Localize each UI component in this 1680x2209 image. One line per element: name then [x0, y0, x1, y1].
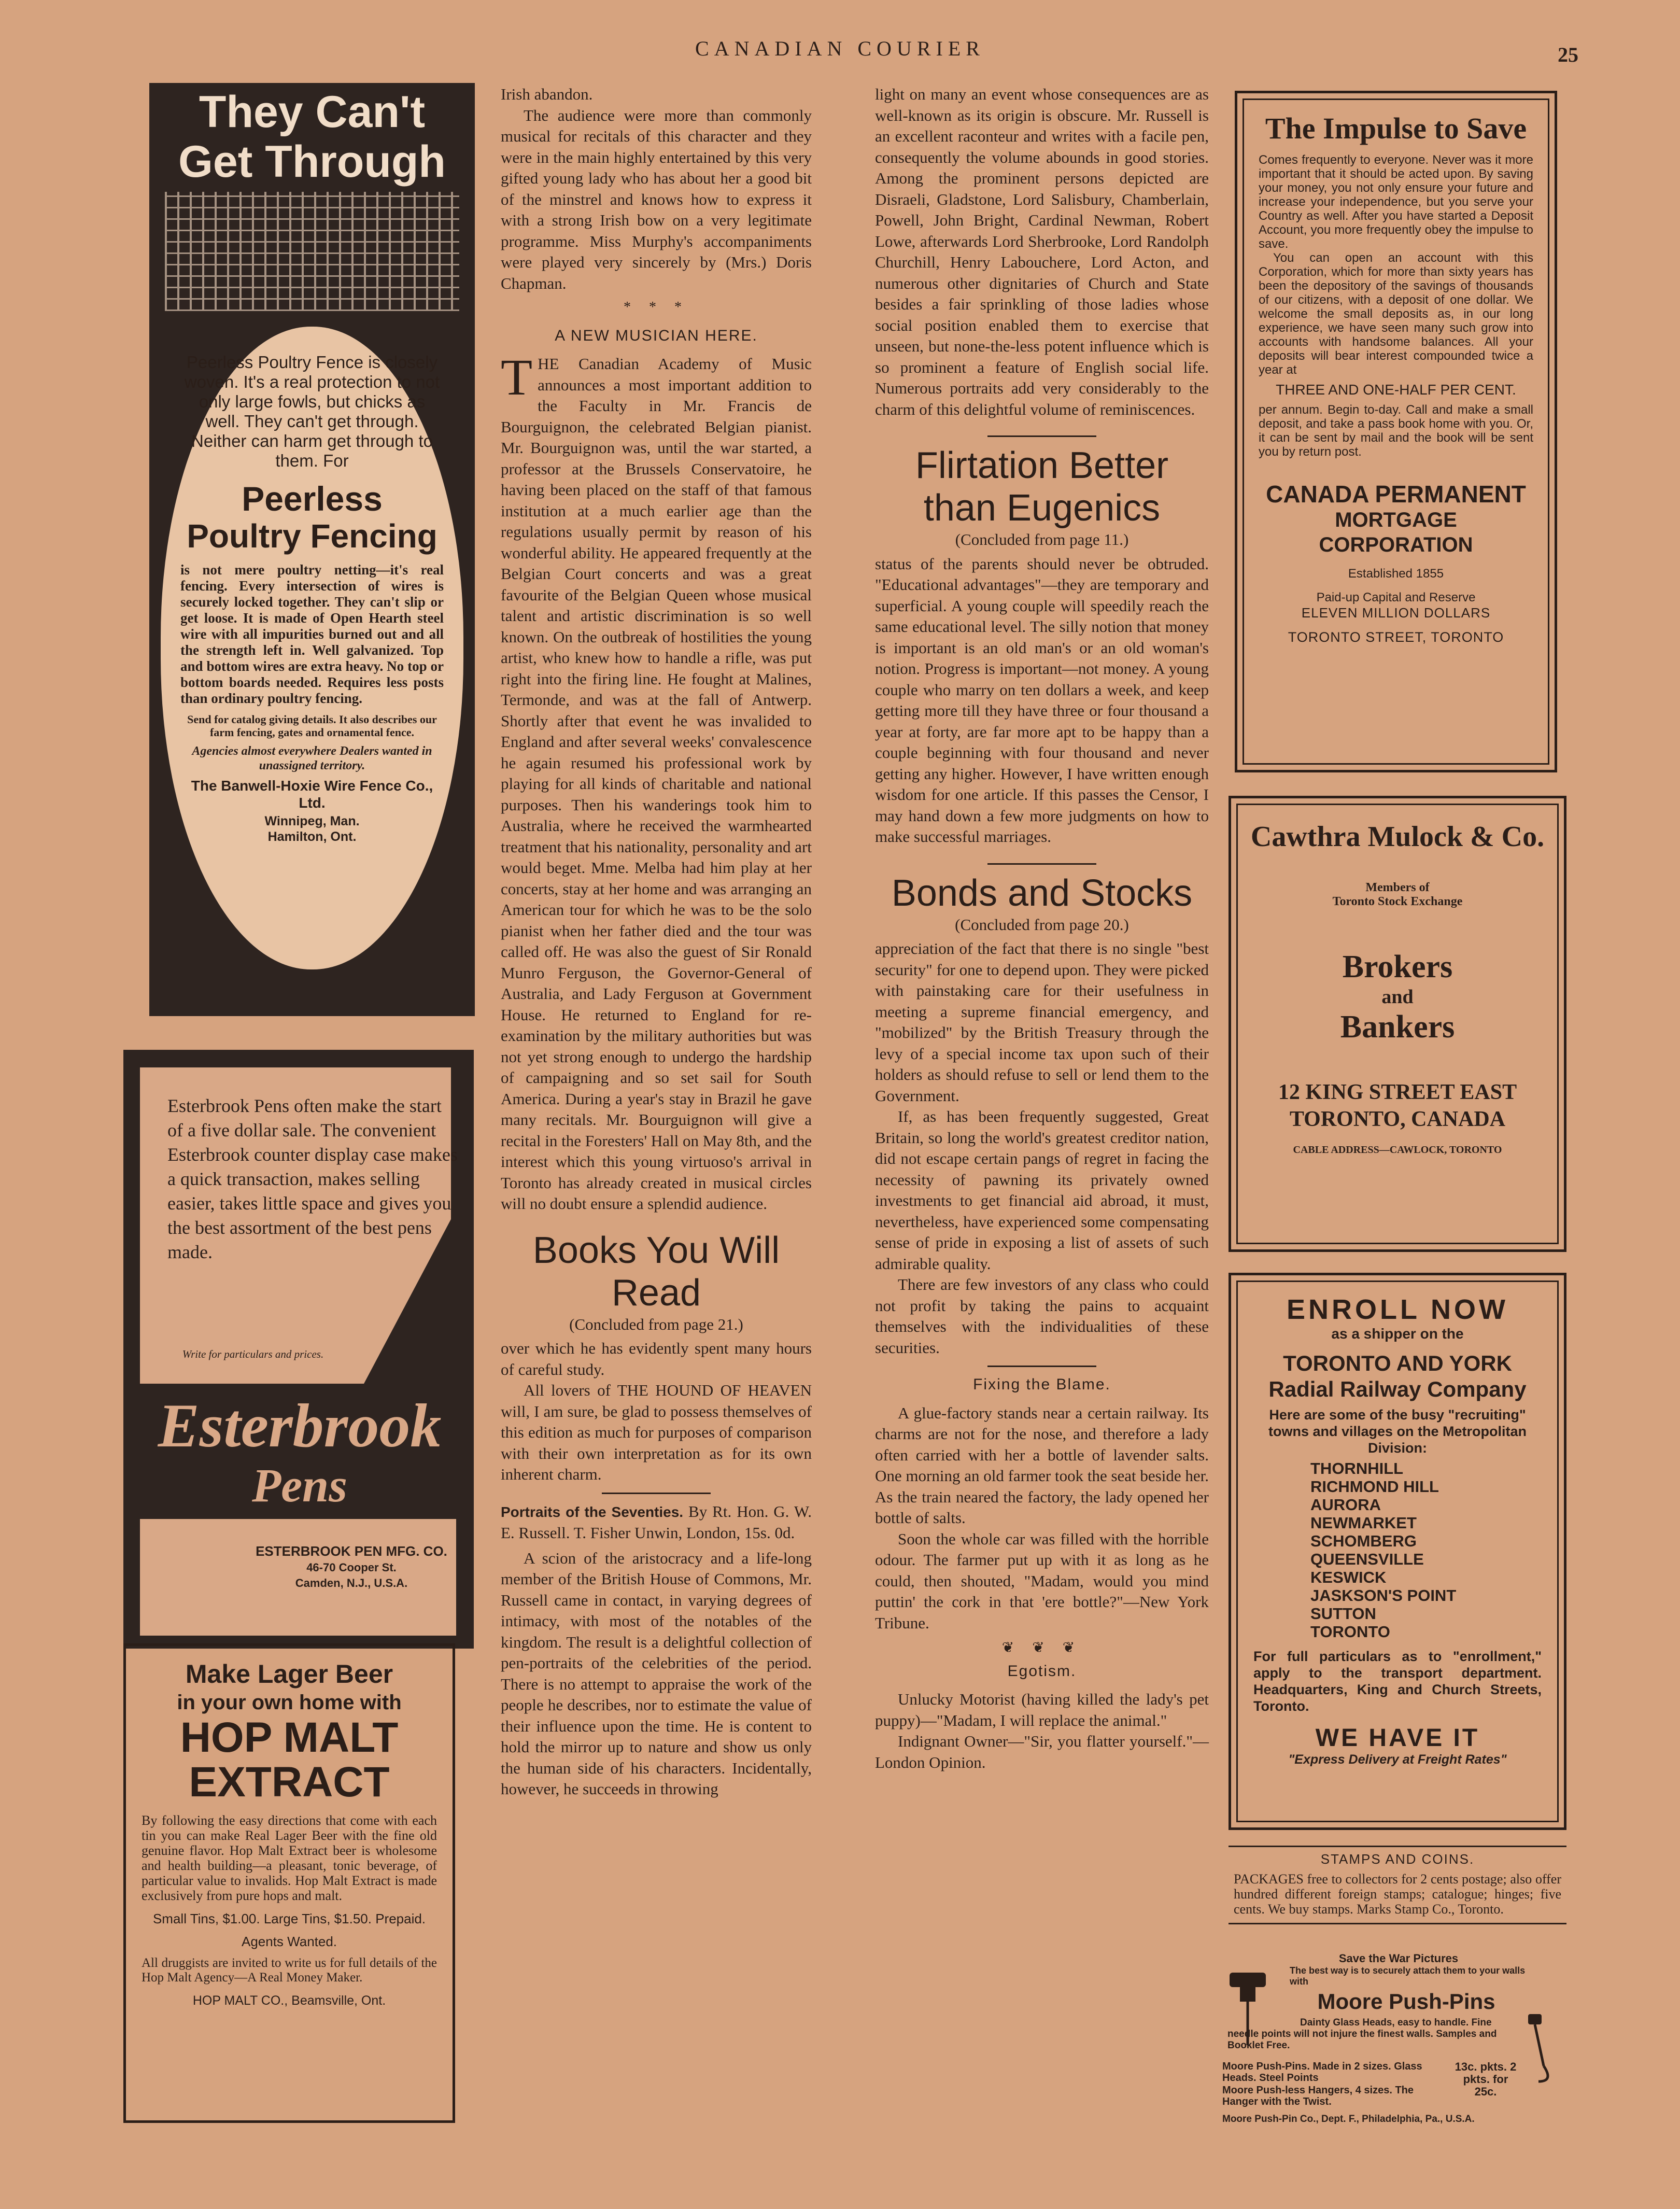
- hopmalt-line-4: EXTRACT: [189, 1758, 390, 1806]
- town-item: SUTTON: [1310, 1605, 1376, 1623]
- impulse-address: TORONTO STREET, TORONTO: [1288, 629, 1504, 645]
- column-2: [501, 84, 812, 1800]
- town-item: KESWICK: [1310, 1568, 1387, 1586]
- radial-wehave: WE HAVE IT: [1315, 1724, 1480, 1752]
- esterbrook-body: Esterbrook Pens often make the start of a five dollar sale. The convenient Esterbrook counter display case makes a quick transaction, makes selling easier, takes little space and gives you the best assortment of the best pens made.: [167, 1095, 458, 1262]
- peerless-agencies: Agencies almost everywhere Dealers wanted in unassigned territory.: [192, 744, 432, 772]
- section-stars: * * *: [624, 299, 689, 315]
- cawthra-name: Cawthra Mulock & Co.: [1250, 821, 1545, 853]
- running-title: CANADIAN COURIER: [695, 37, 985, 60]
- impulse-para-1: Comes frequently to everyone. Never was it more important that it should be acted upon. By saving your money, you not only ensure your future and increase your independence, but you serve your Country as well. After you have started a Deposit Account, you more frequently obey the impulse to save.: [1259, 153, 1533, 251]
- town-item: NEWMARKET: [1310, 1514, 1417, 1532]
- bonds-concluded: (Concluded from page 20.): [955, 915, 1129, 934]
- books-concluded: (Concluded from page 21.): [569, 1315, 743, 1333]
- cawthra-ad: [1229, 796, 1566, 1252]
- cawthra-bankers: Bankers: [1340, 1009, 1455, 1045]
- stamps-heading: STAMPS AND COINS.: [1320, 1851, 1475, 1867]
- drop-cap: T: [501, 348, 533, 406]
- pushpins-ad: [1212, 1952, 1570, 2131]
- radial-company-1: TORONTO AND YORK: [1283, 1351, 1512, 1375]
- esterbrook-brand: Esterbrook: [158, 1391, 442, 1460]
- hopmalt-prices: Small Tins, $1.00. Large Tins, $1.50. Prepaid.: [152, 1911, 426, 1926]
- esterbrook-address-2: Camden, N.J., U.S.A.: [295, 1577, 408, 1589]
- impulse-para-3: per annum. Begin to-day. Call and make a small deposit, and take a pass book home with you. Or, it can be sent by mail and the book will be sent you by return post.: [1259, 403, 1533, 459]
- col2-para-irish: Irish abandon.: [501, 85, 593, 103]
- radial-ad: [1229, 1273, 1566, 1830]
- pushpins-save: Save the War Pictures: [1338, 1952, 1459, 1965]
- bonds-para-2: If, as has been frequently suggested, Great Britain, so long the world's greatest creditor nation, did not escape certain pangs of regret in facing the necessity of pawning its privately owned investments to get financial aid abroad, it must, nevertheless, have experienced some compensating sense of pride in exposing a list of assets of such admirable quality.: [875, 1107, 1209, 1273]
- blame-para-1: A glue-factory stands near a certain railway. Its charms are not for the nose, and therefore a lady often carried with her a bottle of lavender salts. One morning an old farmer took the seat beside her. As the train neared the factory, the lady opened her bottle of salts.: [875, 1403, 1209, 1527]
- impulse-para-2: You can open an account with this Corporation, which for more than sixty years has been the depository of the savings of thousands of our citizens, with a deposit of one dollar. We welcome the small deposits as, in our long experience, we have seen many such grow into accounts with handsome balances. All your deposits will bear interest compounded twice a year at: [1259, 251, 1533, 377]
- books-para-1: over which he has evidently spent many hours of careful study.: [501, 1339, 812, 1378]
- radial-full: For full particulars as to "enrollment," apply to the transport department. Headquarters, King and Church Streets, Toronto.: [1253, 1649, 1542, 1714]
- impulse-capital-2: ELEVEN MILLION DOLLARS: [1301, 605, 1491, 621]
- cawthra-cable: CABLE ADDRESS—CAWLOCK, TORONTO: [1293, 1144, 1502, 1156]
- town-item: RICHMOND HILL: [1310, 1478, 1439, 1496]
- bonds-para-1: appreciation of the fact that there is no single "best security" for one to depend upon. They were picked with painstaking care for their usefulness in meeting a supreme financial emergency, and "mobilized" by the British Treasury through the levy of a special income tax upon such of their holders as should refuse to sell or lend them to the Government.: [875, 939, 1209, 1105]
- esterbrook-ad: [123, 1050, 474, 1649]
- col2-para-audience: The audience were more than commonly musical for recitals of this character and they were in the main highly entertained by this very gifted young lady who has about her a good bit of the minstrel and knows how to express it with a strong Irish bow on a very legitimate programme. Miss Murphy's accompaniments were played very sincerely by (Mrs.) Doris Chapman.: [501, 106, 812, 292]
- peerless-ad: [149, 83, 475, 1016]
- bonds-para-3: There are few investors of any class who could not profit by taking the pains to acquaint themselves with the individualities of these securities.: [875, 1275, 1209, 1357]
- impulse-rate: THREE AND ONE-HALF PER CENT.: [1276, 382, 1516, 398]
- cawthra-city: TORONTO, CANADA: [1289, 1107, 1506, 1131]
- esterbrook-address-1: 46-70 Cooper St.: [306, 1561, 397, 1574]
- divider: [602, 1493, 711, 1494]
- hopmalt-body: By following the easy directions that come with each tin you can make Real Lager Beer with the fine old genuine flavor. Hop Malt Extract beer is wholesome and health building—a pleasant, tonic beverage, of particular value to invalids. Hop Malt Extract is made exclusively from pure hops and malt.: [142, 1813, 437, 1903]
- pushpins-price-1: Moore Push-Pins. Made in 2 sizes. Glass Heads. Steel Points: [1222, 2061, 1422, 2084]
- peerless-address: Winnipeg, Man. Hamilton, Ont.: [264, 814, 360, 844]
- cawthra-brokers: Brokers: [1342, 949, 1453, 984]
- egotism-para-1: Unlucky Motorist (having killed the lady's pet puppy)—"Madam, I will replace the animal.": [875, 1690, 1209, 1729]
- peerless-catalog: Send for catalog giving details. It also describes our farm fencing, gates and ornamental fence.: [187, 713, 437, 739]
- impulse-established: Established 1855: [1348, 567, 1444, 581]
- town-item: QUEENSVILLE: [1310, 1550, 1424, 1568]
- col3-para-top: light on many an event whose consequences are as well-known as its origin is obscure. Mr. Russell is an excellent raconteur and writes with a facile pen, consequently the volume abounds in good stories. Among the prominent persons depicted are Disraeli, Gladstone, Lord Salisbury, Chamberlain, Powell, John Bright, Cardinal Newman, Robert Lowe, afterwards Lord Sherbrooke, Lord Randolph Churchill, Henry Labouchere, Lord Acton, and numerous other dignitaries of Church and State besides a fair sprinkling of those ladies whose social position enabled them to exercise that unseen, but none-the-less potent influence which is so prominent a feature of English social life. Numerous portraits add very considerably to the charm of this delightful volume of reminiscences.: [875, 85, 1209, 418]
- peerless-body: is not mere poultry netting—it's real fencing. Every intersection of wires is securely locked together. They can't slip or get loose. It is made of Open Hearth steel wire with all impurities burned out and all the strength left in. Well galvanized. Top and bottom wires are extra heavy. No top or bottom boards needed. Requires less posts than ordinary poultry fencing.: [180, 562, 444, 706]
- peerless-headline-2: Get Through: [178, 137, 446, 187]
- hopmalt-line-1: Make Lager Beer: [185, 1659, 393, 1689]
- cawthra-and: and: [1381, 986, 1414, 1008]
- flirtation-concluded: (Concluded from page 11.): [955, 530, 1129, 548]
- impulse-ad: [1235, 91, 1557, 772]
- radial-here: Here are some of the busy "recruiting" towns and villages on the Metropolitan Division:: [1268, 1407, 1527, 1456]
- radial-enroll: ENROLL NOW: [1287, 1294, 1508, 1325]
- blame-para-2: Soon the whole car was filled with the horrible odour. The farmer put up with it as long as he could, then shouted, "Madam, would you mind puttin' the cork in that 'ere bottle?"—New York Tribune.: [875, 1529, 1209, 1632]
- egotism-heading: Egotism.: [1007, 1662, 1077, 1680]
- portraits-body: A scion of the aristocracy and a life-long member of the British House of Commons, Mr. Russell came in contact, in varying degrees of intimacy, with most of the notables of the kingdom. The result is a delightful collection of pen-portraits of the celebrities of the period. There is no attempt to appraise the work of the people he describes, nor to estimate the value of their influence upon the time. He is content to hold the mirror up to nature and show us only the human side of his characters. Incidentally, however, he succeeds in throwing: [501, 1549, 812, 1798]
- hopmalt-agents: Agents Wanted.: [241, 1934, 337, 1949]
- page-number: 25: [1558, 43, 1578, 66]
- divider: [987, 863, 1096, 865]
- portraits-citation: By Rt. Hon. G. W. E. Russell. T. Fisher Unwin, London, 15s. 0d.: [501, 1502, 812, 1542]
- divider: [987, 1366, 1096, 1367]
- pushpins-name: Moore Push-Pins: [1317, 1989, 1495, 2014]
- peerless-company: The Banwell-Hoxie Wire Fence Co., Ltd.: [191, 778, 433, 811]
- bonds-title: Bonds and Stocks: [891, 872, 1193, 914]
- ornament: ❦ ❦ ❦: [1001, 1640, 1082, 1656]
- hanger-icon: [1523, 2009, 1564, 2087]
- peerless-brand-2: Poultry Fencing: [187, 517, 437, 555]
- column-3: [875, 84, 1209, 1773]
- peerless-brand-1: Peerless: [242, 480, 383, 518]
- stamps-ad: [1229, 1846, 1566, 1924]
- hopmalt-druggists: All druggists are invited to write us for full details of the Hop Malt Agency—A Real Money Maker.: [142, 1956, 437, 1985]
- divider: [987, 435, 1096, 437]
- pushpins-best: The best way is to securely attach them to your walls with: [1290, 1965, 1526, 1987]
- esterbrook-company: ESTERBROOK PEN MFG. CO.: [256, 1543, 447, 1559]
- pushpins-price-2: Moore Push-less Hangers, 4 sizes. The Hanger with the Twist.: [1222, 2085, 1414, 2107]
- cawthra-street: 12 KING STREET EAST: [1278, 1080, 1517, 1104]
- impulse-company-1: CANADA PERMANENT: [1266, 481, 1526, 508]
- radial-as: as a shipper on the: [1331, 1326, 1464, 1342]
- town-item: AURORA: [1310, 1496, 1381, 1514]
- books-title: Books You Will Read: [532, 1229, 780, 1314]
- musician-heading: A NEW MUSICIAN HERE.: [555, 327, 758, 344]
- radial-company-2: Radial Railway Company: [1268, 1377, 1527, 1401]
- peerless-intro: Peerless Poultry Fence is closely woven. It's a real protection to not only large fowls, but chicks as well. They can't get through. Neither can harm get through to them. For: [184, 353, 440, 470]
- cawthra-members-2: Toronto Stock Exchange: [1332, 895, 1463, 908]
- impulse-company-2: MORTGAGE CORPORATION: [1319, 509, 1473, 556]
- town-item: THORNHILL: [1310, 1459, 1404, 1478]
- pushpins-company: Moore Push-Pin Co., Dept. F., Philadelphia, Pa., U.S.A.: [1222, 2114, 1475, 2124]
- impulse-capital-1: Paid-up Capital and Reserve: [1316, 590, 1476, 604]
- town-item: TORONTO: [1310, 1623, 1390, 1641]
- esterbrook-write: Write for particulars and prices.: [182, 1348, 324, 1360]
- flirtation-body: status of the parents should never be obtruded. "Educational advantages"—they are temporary and superficial. A young couple will speedily reach the same educational level. The silly notion that money is important is an old man's or an old woman's notion. Progress is important—not money. A young couple who marry on ten dollars a week, and keep getting more till they have three or four thousand a year at forty, are far more apt to be happy than a couple beginning with four thousand and never getting any higher. However, I have written enough wisdom for one article. If this passes the Censor, I may hand down a few more judgments on how to make successful marriages.: [875, 554, 1209, 846]
- impulse-title: The Impulse to Save: [1265, 111, 1527, 145]
- pushpins-desc: Dainty Glass Heads, easy to handle. Fine needle points will not injure the finest walls. Samples and Booklet Free.: [1227, 2017, 1497, 2051]
- radial-towns: [1310, 1459, 1542, 1641]
- hopmalt-company: HOP MALT CO., Beamsville, Ont.: [192, 1993, 386, 2008]
- radial-express: "Express Delivery at Freight Rates": [1288, 1752, 1507, 1767]
- flirtation-title: Flirtation Better than Eugenics: [915, 445, 1169, 529]
- portraits-title: Portraits of the Seventies.: [501, 1503, 684, 1520]
- pushpins-cost: 13c. pkts. 2 pkts. for 25c.: [1455, 2060, 1517, 2098]
- musician-body: HE Canadian Academy of Music announces a most important addition to the Faculty in Mr. Francis de Bourguignon, the celebrated Belgian pianist. Mr. Bourguignon was, until the war started, a professor at the Brussels Conservatoire, he having been placed on the staff of that famous institution at a much earlier age than the regulations usually permit by reason of his wonderful ability. He appeared frequently at the Belgian Court concerts and was a great favourite of the Belgian Queen whose musical talent and artistic discrimination is so well known. On the outbreak of hostilities the young artist, who knew how to handle a rifle, was put right into the firing line. He fought at Malines, Termonde, and was at the fall of Antwerp. Shortly after that event he was invalided to England and after several weeks' convalescence he again resumed his professional work by playing for all kinds of charitable and national purposes. Then his wanderings took him to Australia, where he received the warmhearted treatment that his nationality, personality and art would beget. Mme. Melba had him play at her concerts, stay at her home and was arranging an American tour for which he was to be the solo pianist when her father died and the tour was called off. He was also the guest of Sir Ronald Munro Ferguson, the Governor-General of Australia, and Lady Ferguson at Government House. He returned to England for re-examination by the military authorities but was not yet strong enough to undergo the hardship of campaigning and so set sail for South America. During a year's stay in Brazil he gave many recitals. Mr. Bourguignon will give a recital in the Foresters' Hall on May 8th, and the interest which this young virtuoso's arrival in Toronto has already created in musical circles will no doubt ensure a splendid audience.: [501, 355, 812, 1213]
- stamps-body: PACKAGES free to collectors for 2 cents postage; also offer hundred different foreign stamps; catalogue; hinges; five cents. We buy stamps. Marks Stamp Co., Toronto.: [1234, 1872, 1561, 1917]
- hopmalt-line-3: HOP MALT: [180, 1714, 399, 1761]
- blame-heading: Fixing the Blame.: [973, 1376, 1111, 1393]
- books-para-2: All lovers of THE HOUND OF HEAVEN will, I am sure, be glad to possess themselves of this edition as much for purposes of comparison with their own interpretation as for its own inherent charm.: [501, 1381, 812, 1483]
- esterbrook-brand-2: Pens: [252, 1459, 347, 1512]
- cawthra-members-1: Members of: [1365, 881, 1430, 894]
- town-item: SCHOMBERG: [1310, 1532, 1417, 1550]
- fence-illustration: [165, 192, 459, 311]
- peerless-headline-1: They Can't: [199, 87, 426, 137]
- hopmalt-line-2: in your own home with: [177, 1691, 402, 1714]
- hopmalt-ad: [123, 1643, 455, 2123]
- town-item: JASKSON'S POINT: [1310, 1586, 1457, 1605]
- egotism-para-2: Indignant Owner—"Sir, you flatter yourself."—London Opinion.: [875, 1732, 1209, 1771]
